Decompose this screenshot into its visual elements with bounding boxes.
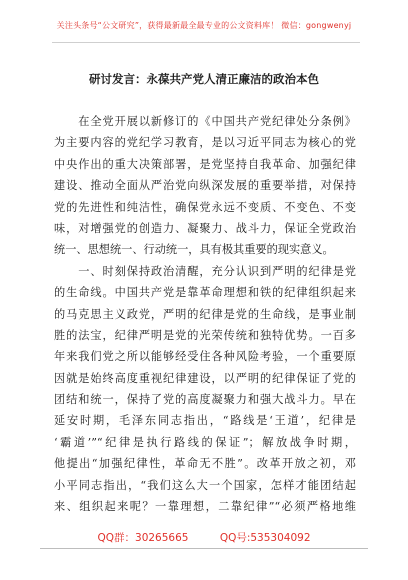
body-line: 的生命线。中国共产党是靠革命理想和铁的纪律组织起来 bbox=[54, 286, 356, 300]
body-line: 统一、思想统一、行动统一，具有极其重要的现实意义。 bbox=[54, 243, 334, 257]
body-line: 来、组织起来呢？一靠理想，二靠纪律”“必须严格地维 bbox=[54, 500, 356, 514]
body-line: 建设、推动全面从严治党向纵深发展的重要举措，对保持 bbox=[54, 179, 356, 193]
body-line: 小平同志指出，“我们这么大一个国家，怎样才能团结起 bbox=[54, 478, 356, 492]
header-divider bbox=[52, 42, 360, 43]
footer-qq-number: QQ号:535304092 bbox=[219, 532, 311, 544]
page-title: 研讨发言：永葆共产党人清正廉洁的政治本色 bbox=[89, 72, 319, 86]
body-line: 一、时刻保持政治清醒，充分认识到严明的纪律是党 bbox=[54, 264, 356, 278]
body-line: 在全党开展以新修订的《中国共产党纪律处分条例》 bbox=[54, 115, 356, 128]
body-line: 因就是始终高度重视纪律建设，以严明的纪律保证了党的 bbox=[54, 371, 356, 385]
header-note: 关注头条号“公文研究”，获得最新最全最专业的公文资料库！ 微信：gongwenyj bbox=[56, 21, 352, 30]
body-line: 中央作出的重大决策部署，是党坚持自我革命、加强纪律 bbox=[54, 157, 356, 171]
body-line: 延安时期，毛泽东同志指出，“路线是‘王道’，纪律是 bbox=[54, 414, 356, 428]
body-line: 党的先进性和纯洁性，确保党永远不变质、不变色、不变 bbox=[54, 200, 356, 214]
body-line: ‘霸道’”“纪律是执行路线的保证”；解放战争时期， bbox=[54, 435, 356, 449]
footer-divider bbox=[40, 548, 368, 549]
body-line: 味，对增强党的创造力、凝聚力、战斗力，保证全党政治 bbox=[54, 221, 356, 235]
body-line: 的马克思主义政党，严明的纪律是党的生命线，是事业制 bbox=[54, 307, 356, 321]
body-line: 为主要内容的党纪学习教育，是以习近平同志为核心的党 bbox=[54, 136, 356, 150]
body-line: 团结和统一，保持了党的高度凝聚力和强大战斗力。早在 bbox=[54, 393, 356, 407]
body-line: 他提出“加强纪律性，革命无不胜”。改革开放之初，邓 bbox=[54, 457, 356, 471]
footer-qq-group: QQ群：30265665 bbox=[97, 532, 189, 544]
body-line: 年来我们党之所以能够经受住各种风险考验，一个重要原 bbox=[54, 350, 356, 364]
body-line: 胜的法宝，纪律严明是党的光荣传统和独特优势。一百多 bbox=[54, 328, 356, 342]
footer-contact bbox=[0, 530, 408, 545]
body-text bbox=[54, 111, 356, 517]
